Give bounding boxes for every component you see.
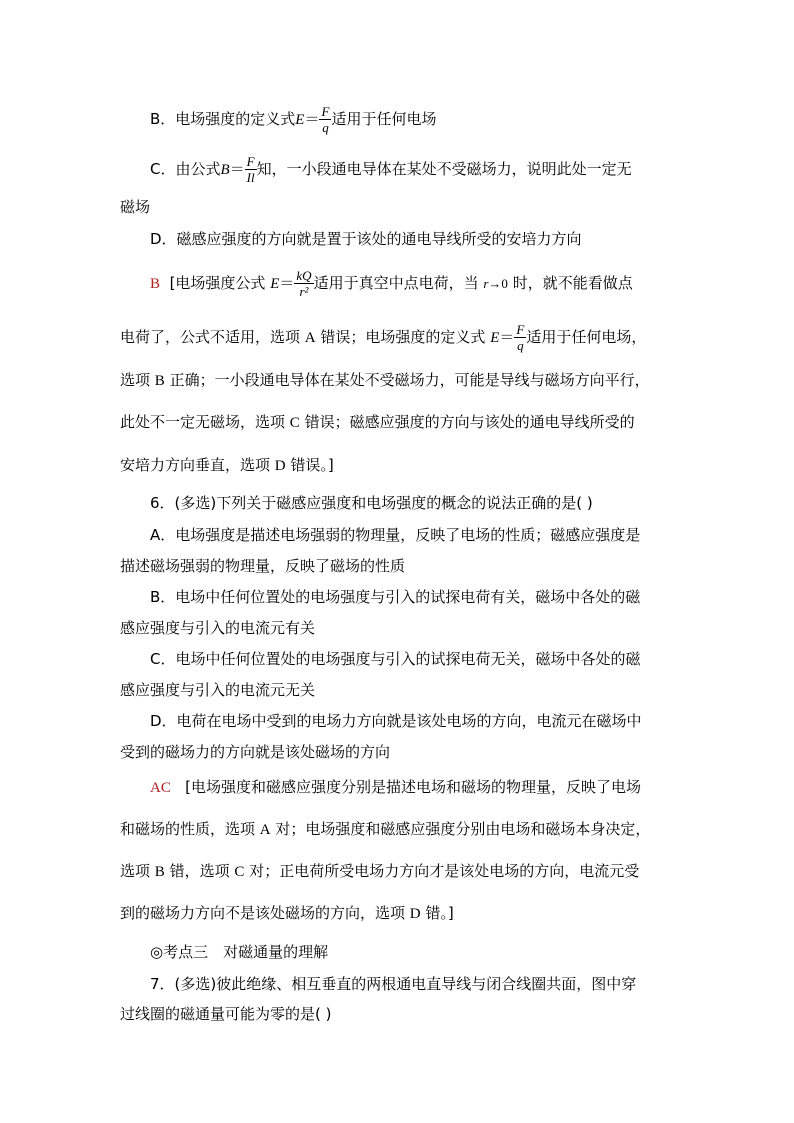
q6-option-d: D．电荷在电场中受到的电场力方向就是该处电场的方向，电流元在磁场中: [150, 712, 642, 730]
q7-stem: 7．(多选)彼此绝缘、相互垂直的两根通电直导线与闭合线圈共面，图中穿: [150, 975, 637, 993]
fraction-numerator: F: [516, 322, 525, 337]
symbol-r: r: [483, 276, 489, 291]
q6-option-a: A．电场强度是描述电场强弱的物理量，反映了电场的性质；磁感应强度是: [150, 526, 641, 544]
q5-option-c: [150, 154, 632, 185]
formula-lhs: E: [295, 112, 305, 128]
fraction-denominator: q: [322, 120, 329, 135]
text-span: 对；正电荷所受电场力方向才是该处电场的方向，电流元受: [249, 862, 640, 880]
formula-fraction: [319, 104, 331, 135]
option-ref: B: [154, 864, 165, 880]
q6-stem: 6．(多选)下列关于磁感应强度和电场强度的概念的说法正确的是( ): [150, 494, 593, 512]
section-heading: ◎考点三 对磁通量的理解: [150, 943, 329, 961]
option-ref: C: [234, 864, 245, 880]
q5-explanation-line-2: [120, 322, 646, 353]
q5-answer: B: [150, 276, 161, 292]
fraction-numerator: F: [246, 154, 255, 169]
q6-option-b-continuation: 感应强度与引入的电流元有关: [120, 619, 316, 637]
q6-explanation-line-2: [120, 819, 650, 840]
q6-explanation-line-4: [120, 903, 454, 924]
q5-explanation-line-1: [150, 268, 633, 299]
q5-option-b-text: B．电场强度的定义式: [150, 110, 296, 128]
formula-lhs: E: [270, 276, 280, 292]
q6-option-c-continuation: 感应强度与引入的电流元无关: [120, 681, 316, 699]
fraction-numerator: kQ: [296, 268, 312, 283]
formula-eq: ＝: [499, 330, 515, 346]
q6-option-b: B．电场中任何位置处的电场强度与引入的试探电荷有关，磁场中各处的磁: [150, 588, 641, 606]
q7-stem-continuation: 过线圈的磁通量可能为零的是( ): [120, 1005, 332, 1023]
q5-explanation-line-3: [120, 370, 650, 391]
q6-explanation-line-1: [150, 777, 641, 798]
q5-explanation-line-4: [120, 412, 635, 433]
text-span: [电场强度和磁感应强度分别是描述电场和磁场的物理量，反映了电场: [185, 778, 642, 796]
text-span: 和磁场的性质，选项: [120, 820, 256, 838]
text-span: 选项: [120, 862, 151, 880]
text-span: 电荷了，公式不适用，选项: [120, 328, 301, 346]
option-ref: D: [409, 906, 421, 922]
text-span: 安培力方向垂直，选项: [120, 456, 271, 474]
option-ref: D: [274, 458, 286, 474]
text-span: 适用于真空中点电荷，当: [313, 274, 479, 292]
formula-fraction: [245, 154, 257, 185]
q5-option-d: D．磁感应强度的方向就是置于该处的通电导线所受的安培力方向: [150, 230, 582, 248]
q5-option-c-text: C．由公式: [150, 160, 221, 178]
fraction-denominator: q: [517, 338, 524, 353]
formula-fraction: [294, 268, 313, 299]
text-span: 到的磁场力方向不是该处磁场的方向，选项: [120, 904, 406, 922]
q5-option-b-tail: 适用于任何电场: [331, 110, 437, 128]
text-span: 选项: [120, 371, 151, 389]
formula-lhs: E: [490, 330, 500, 346]
text-span: 错误；电场强度的定义式: [320, 328, 486, 346]
option-ref: A: [304, 330, 316, 346]
fraction-denominator: r²: [299, 284, 309, 299]
q5-option-c-tail: 知，一小段通电导体在某处不受磁场力，说明此处一定无: [256, 160, 632, 178]
option-ref: A: [259, 822, 271, 838]
formula-eq: ＝: [229, 162, 245, 178]
fraction-denominator: Il: [246, 170, 255, 185]
q6-explanation-line-3: [120, 861, 639, 882]
fraction-numerator: F: [321, 104, 330, 119]
q6-option-d-continuation: 受到的磁场力的方向就是该处磁场的方向: [120, 743, 391, 761]
formula-fraction: [514, 322, 526, 353]
option-ref: B: [154, 373, 165, 389]
text-span: [电场强度公式: [169, 274, 266, 292]
text-span: 时，就不能看做点: [512, 274, 633, 292]
text-span: 适用于任何电场，: [526, 328, 647, 346]
text-span: 错误；磁感应强度的方向与该处的通电导线所受的: [304, 413, 635, 431]
text-span: 正确；一小段通电导体在某处不受磁场力，可能是导线与磁场方向平行，: [169, 371, 650, 389]
text-span: 错，选项: [169, 862, 230, 880]
q5-option-c-continuation: 磁场: [120, 198, 151, 216]
limit-arrow: →0: [488, 276, 508, 291]
text-span: 错。]: [425, 904, 454, 922]
q6-option-a-continuation: 描述磁场强弱的物理量，反映了磁场的性质: [120, 557, 406, 575]
text-span: 此处不一定无磁场，选项: [120, 413, 286, 431]
formula-eq: ＝: [279, 276, 295, 292]
formula-lhs: B: [220, 162, 230, 178]
text-span: 对；电场强度和磁感应强度分别由电场和磁场本身决定，: [275, 820, 651, 838]
q6-answer: AC: [150, 780, 171, 796]
formula-eq: ＝: [304, 112, 320, 128]
option-ref: C: [289, 415, 300, 431]
q5-option-b: [150, 104, 436, 135]
text-span: 错误。]: [290, 456, 334, 474]
q5-explanation-line-5: [120, 455, 334, 476]
q6-option-c: C．电场中任何位置处的电场强度与引入的试探电荷无关，磁场中各处的磁: [150, 650, 641, 668]
